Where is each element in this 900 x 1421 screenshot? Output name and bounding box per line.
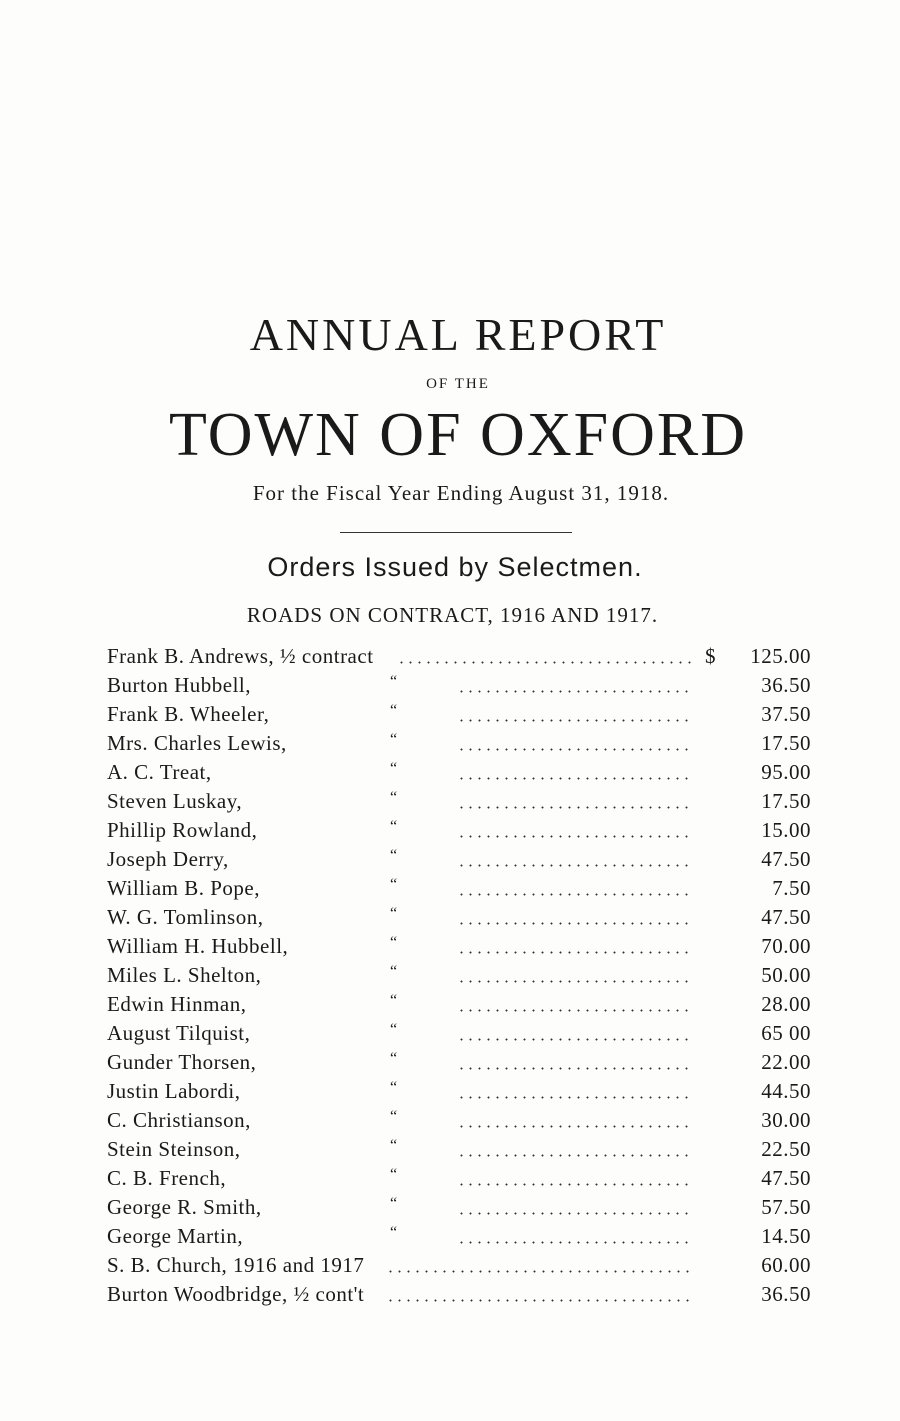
ditto-mark: “ [390,847,398,864]
ditto-mark: “ [390,992,398,1009]
ditto-mark: “ [390,818,398,835]
ditto-mark: “ [390,1108,398,1125]
list-item [107,932,815,961]
list-item [107,671,815,700]
dot-leader [457,922,692,925]
dot-leader [457,980,692,983]
entry-name: Joseph Derry, [107,847,229,871]
entry-amount: 57.50 [761,1195,811,1219]
list-item [107,990,815,1019]
list-item [107,729,815,758]
entry-amount: 28.00 [761,992,811,1016]
list-item [107,1280,815,1309]
ditto-mark: “ [390,1137,398,1154]
entry-amount: 44.50 [761,1079,811,1103]
entry-amount: 65 00 [761,1021,811,1045]
list-item [107,1193,815,1222]
list-item [107,1019,815,1048]
entry-name: George Martin, [107,1224,244,1248]
list-item [107,700,815,729]
entry-amount: 17.50 [761,789,811,813]
entry-amount: 14.50 [761,1224,811,1248]
entry-name: Burton Hubbell, [107,673,251,697]
dot-leader [386,1270,692,1273]
dot-leader [457,1183,692,1186]
dot-leader [457,835,692,838]
list-item [107,758,815,787]
entry-name: William H. Hubbell, [107,934,289,958]
entry-name: Gunder Thorsen, [107,1050,257,1074]
ditto-mark: “ [390,789,398,806]
entry-name: Justin Labordi, [107,1079,241,1103]
entry-name: C. Christianson, [107,1108,251,1132]
dot-leader [457,1067,692,1070]
ditto-mark: “ [390,963,398,980]
ditto-mark: “ [390,1195,398,1212]
list-item [107,642,815,671]
entry-amount: 17.50 [761,731,811,755]
dot-leader [457,806,692,809]
ditto-mark: “ [390,1079,398,1096]
orders-list [107,642,815,1309]
report-title: ANNUAL REPORT [249,309,667,360]
list-item [107,1222,815,1251]
entry-name: Burton Woodbridge, ½ cont't [107,1282,365,1306]
entry-amount: 30.00 [761,1108,811,1132]
section-subheading: ROADS ON CONTRACT, 1916 AND 1917. [246,603,659,627]
entry-amount: 47.50 [761,905,811,929]
entry-amount: 15.00 [761,818,811,842]
entry-amount: 125.00 [750,644,811,668]
dot-leader [457,1009,692,1012]
entry-amount: 47.50 [761,847,811,871]
entry-amount: 22.00 [761,1050,811,1074]
dot-leader [457,1241,692,1244]
dot-leader [386,1299,692,1302]
list-item [107,961,815,990]
ditto-mark: “ [390,673,398,690]
list-item [107,874,815,903]
dot-leader [457,951,692,954]
entry-name: W. G. Tomlinson, [107,905,264,929]
list-item [107,1048,815,1077]
list-item [107,1106,815,1135]
dot-leader [457,690,692,693]
entry-name: Phillip Rowland, [107,818,258,842]
entry-amount: 36.50 [761,1282,811,1306]
list-item [107,816,815,845]
entry-name: Steven Luskay, [107,789,243,813]
of-the-label: OF THE [426,376,490,392]
dot-leader [457,1212,692,1215]
divider-rule [340,532,572,533]
dot-leader [457,777,692,780]
ditto-mark: “ [390,731,398,748]
list-item [107,1164,815,1193]
list-item [107,1077,815,1106]
ditto-mark: “ [390,905,398,922]
entry-amount: 22.50 [761,1137,811,1161]
list-item [107,1251,815,1280]
entry-name: Frank B. Andrews, ½ contract [107,644,374,668]
ditto-mark: “ [390,702,398,719]
list-item [107,845,815,874]
list-item [107,903,815,932]
dot-leader [457,864,692,867]
dot-leader [457,1038,692,1041]
ditto-mark: “ [390,876,398,893]
ditto-mark: “ [390,760,398,777]
entry-name: Edwin Hinman, [107,992,247,1016]
dot-leader [457,1096,692,1099]
entry-amount: 95.00 [761,760,811,784]
entry-amount: 60.00 [761,1253,811,1277]
entry-name: William B. Pope, [107,876,260,900]
list-item [107,787,815,816]
entry-amount: 70.00 [761,934,811,958]
dot-leader [457,1125,692,1128]
entry-name: August Tilquist, [107,1021,251,1045]
list-item [107,1135,815,1164]
entry-name: Miles L. Shelton, [107,963,262,987]
entry-name: S. B. Church, 1916 and 1917 [107,1253,365,1277]
section-heading: Orders Issued by Selectmen. [267,552,643,582]
entry-name: Mrs. Charles Lewis, [107,731,287,755]
dot-leader [457,748,692,751]
entry-name: Stein Steinson, [107,1137,241,1161]
entry-name: Frank B. Wheeler, [107,702,270,726]
dollar-sign: $ [705,644,716,668]
entry-amount: 7.50 [772,876,811,900]
dot-leader [457,719,692,722]
entry-amount: 50.00 [761,963,811,987]
dot-leader [397,661,692,664]
ditto-mark: “ [390,934,398,951]
ditto-mark: “ [390,1021,398,1038]
entry-name: George R. Smith, [107,1195,262,1219]
entry-amount: 47.50 [761,1166,811,1190]
entry-name: C. B. French, [107,1166,227,1190]
fiscal-year-line: For the Fiscal Year Ending August 31, 1918. [252,481,670,505]
entry-amount: 36.50 [761,673,811,697]
dot-leader [457,893,692,896]
entry-amount: 37.50 [761,702,811,726]
entry-name: A. C. Treat, [107,760,212,784]
dot-leader [457,1154,692,1157]
ditto-mark: “ [390,1050,398,1067]
ditto-mark: “ [390,1166,398,1183]
ditto-mark: “ [390,1224,398,1241]
town-name: TOWN OF OXFORD [168,401,747,469]
